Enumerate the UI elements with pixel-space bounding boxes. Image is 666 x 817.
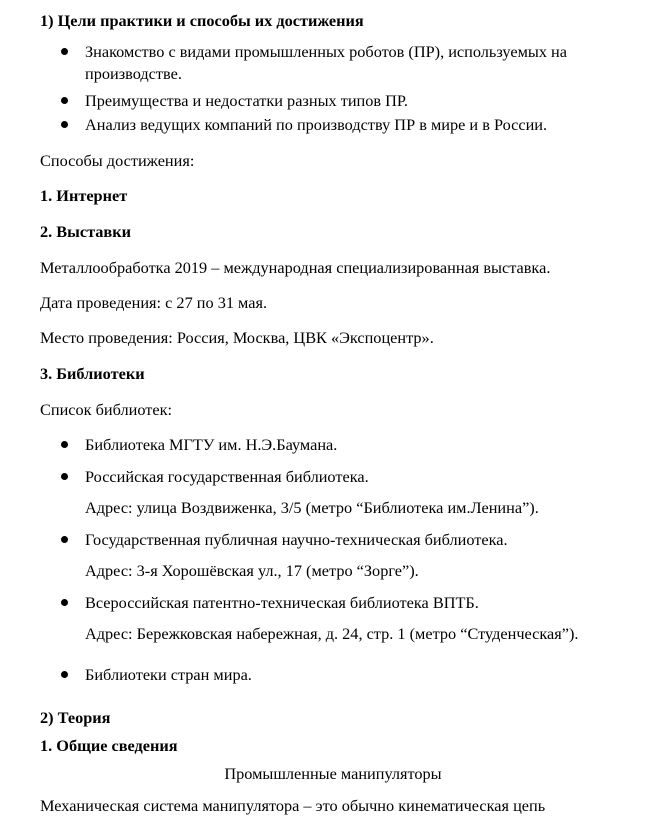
exhibitions-heading: 2. Выставки bbox=[40, 222, 131, 241]
exhibition-name: Металлообработка 2019 – международная специализированная выставка. bbox=[40, 258, 551, 277]
exhibition-place: Место проведения: Россия, Москва, ЦВК «Экспоцентр». bbox=[40, 328, 434, 347]
exhibition-dates: Дата проведения: с 27 по 31 мая. bbox=[40, 293, 268, 312]
goal-item-1-line2: производстве. bbox=[85, 64, 182, 83]
bullet-icon bbox=[61, 536, 68, 543]
bullet-icon bbox=[61, 97, 68, 104]
bullet-icon bbox=[61, 441, 68, 448]
library-item-3: Государственная публичная научно-техническая библиотека. bbox=[85, 530, 508, 549]
library-item-5: Библиотеки стран мира. bbox=[85, 665, 252, 684]
bullet-icon bbox=[61, 599, 68, 606]
libraries-label: Список библиотек: bbox=[40, 400, 173, 419]
library-item-1: Библиотека МГТУ им. Н.Э.Баумана. bbox=[85, 435, 338, 454]
goal-item-1-line1: Знакомство с видами промышленных роботов (ПР), используемых на bbox=[85, 42, 567, 61]
library-item-4-address: Адрес: Бережковская набережная, д. 24, стр. 1 (метро “Студенческая”). bbox=[85, 624, 579, 643]
library-item-4: Всероссийская патентно-техническая библиотека ВПТБ. bbox=[85, 593, 479, 612]
section2-title: Промышленные манипуляторы bbox=[224, 764, 442, 783]
bullet-icon bbox=[61, 671, 68, 678]
section1-heading: 1) Цели практики и способы их достижения bbox=[40, 11, 364, 30]
section2-subheading: 1. Общие сведения bbox=[40, 736, 178, 755]
methods-label: Способы достижения: bbox=[40, 151, 195, 170]
bullet-icon bbox=[61, 121, 68, 128]
goal-item-3: Анализ ведущих компаний по производству ПР в мире и в России. bbox=[85, 115, 548, 134]
library-item-2-address: Адрес: улица Воздвиженка, 3/5 (метро “Библиотека им.Ленина”). bbox=[85, 498, 539, 517]
library-item-3-address: Адрес: 3-я Хорошёвская ул., 17 (метро “Зорге”). bbox=[85, 561, 419, 580]
libraries-heading: 3. Библиотеки bbox=[40, 364, 145, 383]
goal-item-2: Преимущества и недостатки разных типов ПР. bbox=[85, 91, 409, 110]
section2-partial-line: Механическая система манипулятора – это обычно кинематическая цепь bbox=[40, 796, 546, 815]
bullet-icon bbox=[61, 473, 68, 480]
bullet-icon bbox=[61, 48, 68, 55]
internet-heading: 1. Интернет bbox=[40, 186, 128, 205]
section2-heading: 2) Теория bbox=[40, 708, 111, 727]
library-item-2: Российская государственная библиотека. bbox=[85, 467, 369, 486]
